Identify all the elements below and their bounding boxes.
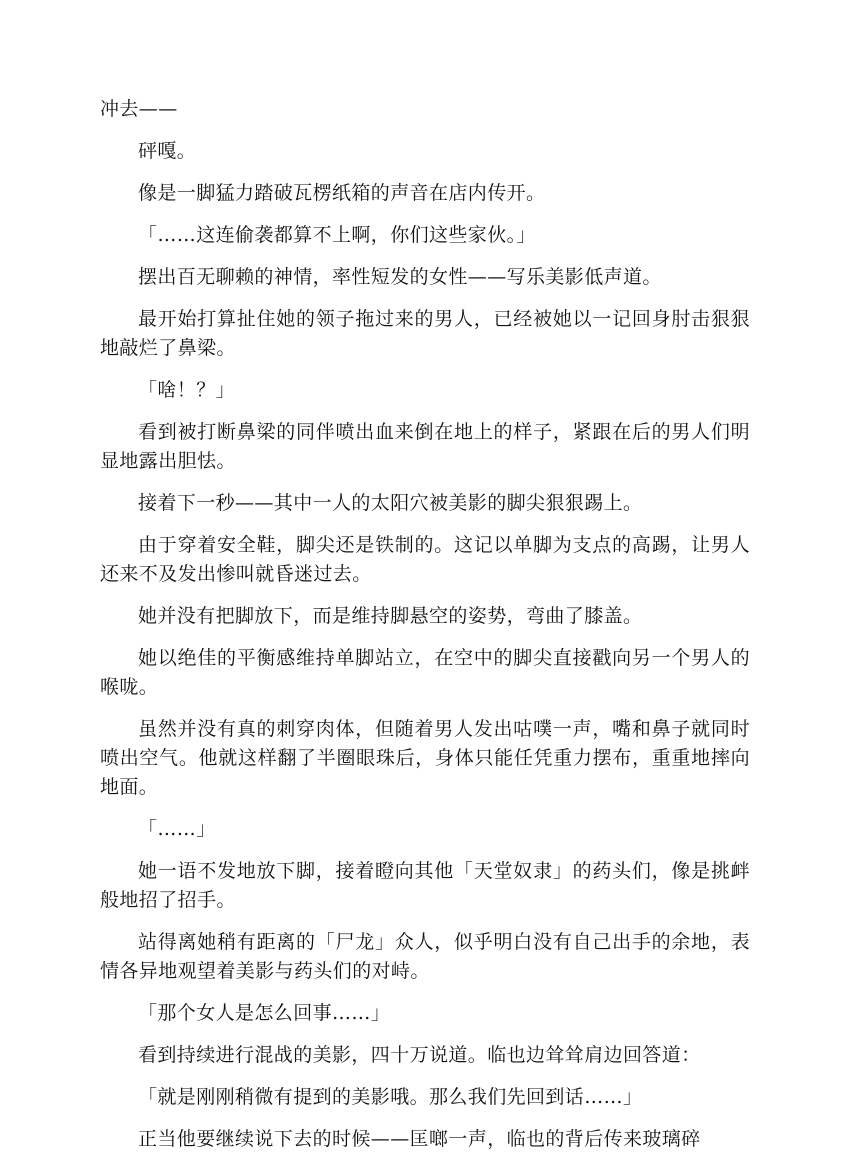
paragraph: 摆出百无聊赖的神情，率性短发的女性——写乐美影低声道。 (138, 266, 662, 288)
paragraph: 她以绝佳的平衡感维持单脚站立，在空中的脚尖直接戳向另一个男人的喉咙。 (100, 647, 750, 698)
dialogue-paragraph: 「就是刚刚稍微有提到的美影哦。那么我们先回到话……」 (138, 1086, 643, 1108)
paragraph: 冲去—— (100, 98, 178, 120)
dialogue-paragraph: 「那个女人是怎么回事……」 (138, 1002, 391, 1024)
paragraph: 站得离她稍有距离的「尸龙」众人，似乎明白没有自己出手的余地，表情各异地观望着美影与药头们的对峙。 (100, 931, 750, 982)
paragraph: 她一语不发地放下脚，接着瞪向其他「天堂奴隶」的药头们，像是挑衅般地招了招手。 (100, 860, 750, 911)
paragraph: 接着下一秒——其中一人的太阳穴被美影的脚尖狠狠踢上。 (138, 492, 643, 514)
paragraph: 最开始打算扯住她的领子拖过来的男人，已经被她以一记回身肘击狠狠地敲烂了鼻梁。 (100, 308, 750, 359)
paragraph: 正当他要继续说下去的时候——匡啷一声，临也的背后传来玻璃碎 (138, 1128, 701, 1150)
paragraph: 看到持续进行混战的美影，四十万说道。临也边耸耸肩边回答道： (138, 1044, 701, 1066)
dialogue-paragraph: 「啥！？」 (138, 379, 236, 401)
paragraph: 虽然并没有真的刺穿肉体，但随着男人发出咕噗一声，嘴和鼻子就同时喷出空气。他就这样翻了半圈眼珠后，身体只能任凭重力摆布，重重地摔向地面。 (100, 718, 750, 798)
paragraph: 她并没有把脚放下，而是维持脚悬空的姿势，弯曲了膝盖。 (138, 605, 643, 627)
paragraph: 由于穿着安全鞋，脚尖还是铁制的。这记以单脚为支点的高踢，让男人还来不及发出惨叫就昏迷过去。 (100, 534, 750, 585)
page-body-text (100, 95, 750, 1167)
paragraph: 像是一脚猛力踏破瓦楞纸箱的声音在店内传开。 (138, 182, 546, 204)
paragraph: 砰嘎。 (138, 140, 197, 162)
dialogue-paragraph: 「……」 (138, 818, 216, 840)
paragraph: 看到被打断鼻梁的同伴喷出血来倒在地上的样子，紧跟在后的男人们明显地露出胆怯。 (100, 421, 750, 472)
dialogue-paragraph: 「……这连偷袭都算不上啊，你们这些家伙。」 (138, 224, 536, 246)
